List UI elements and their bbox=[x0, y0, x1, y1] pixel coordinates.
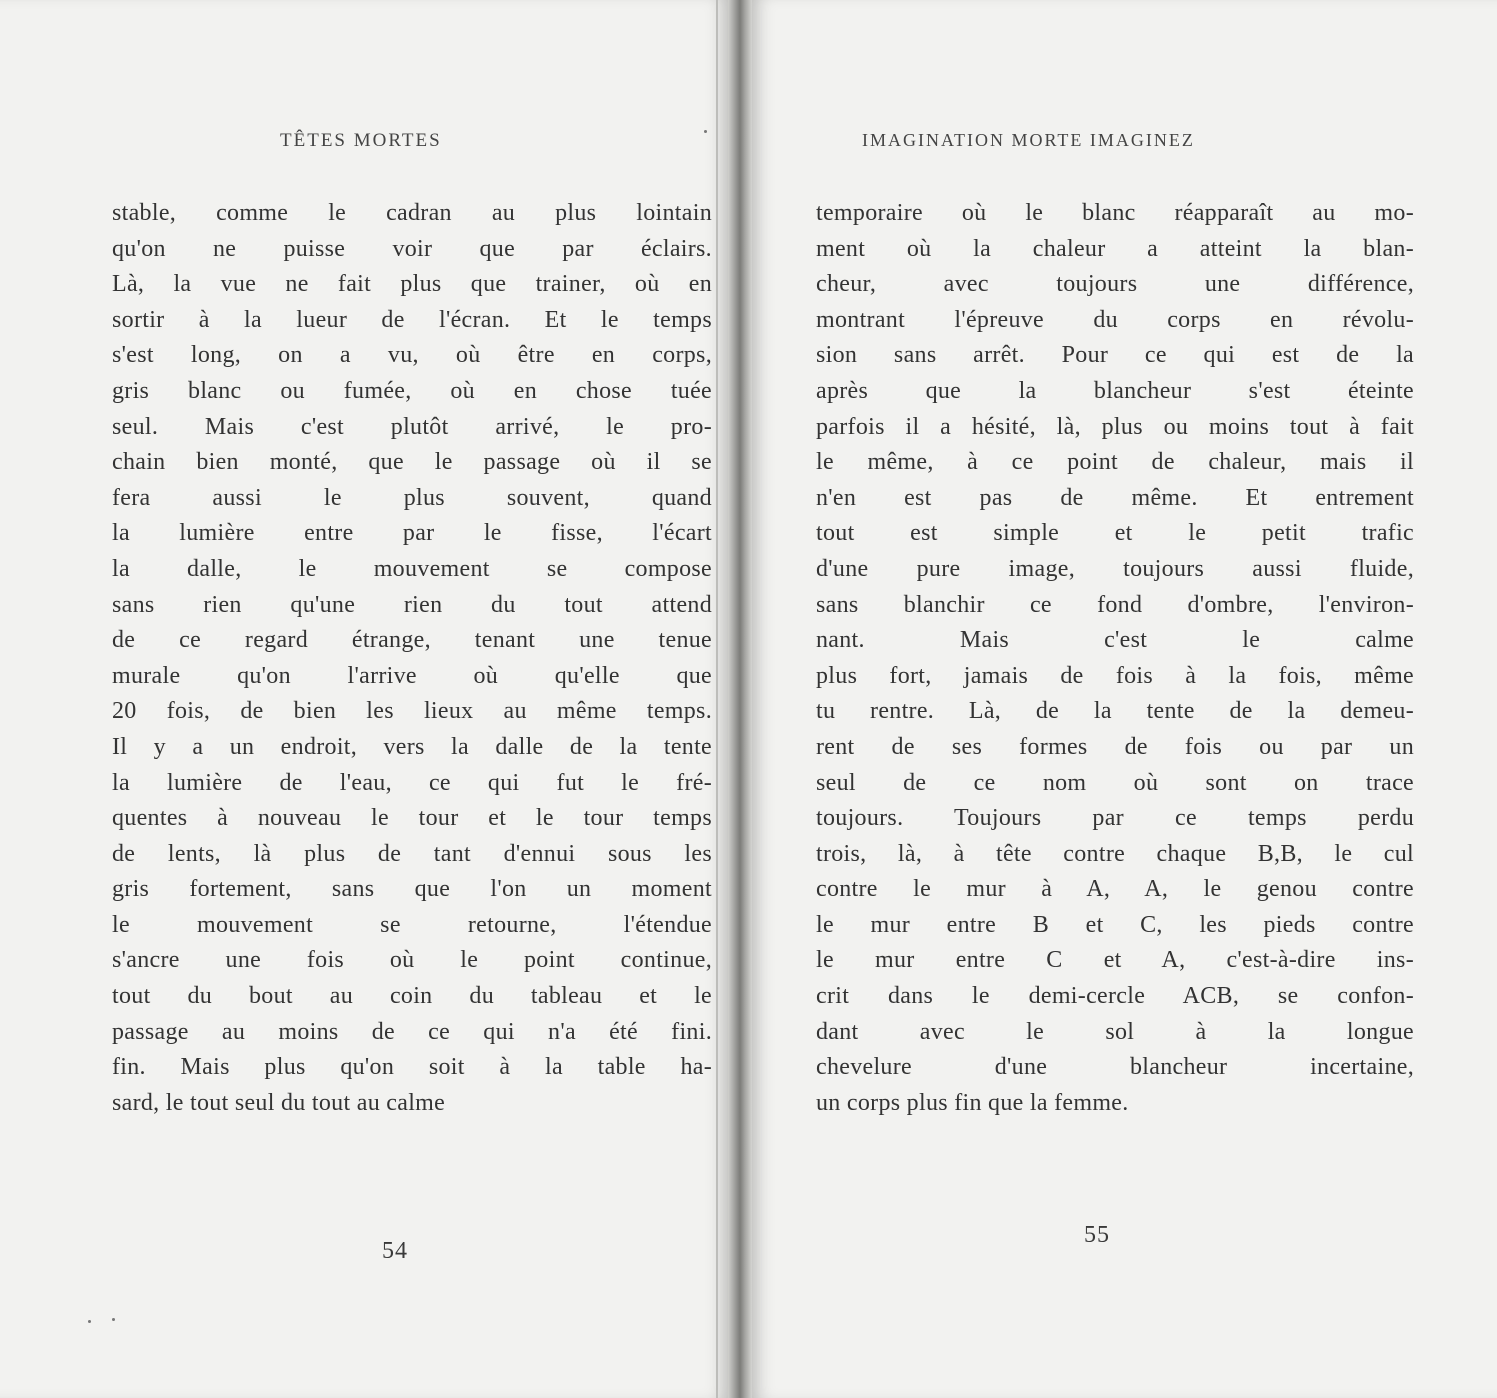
paper-speck bbox=[112, 1318, 115, 1321]
text-line: fin. Mais plus qu'on soit à la table ha- bbox=[112, 1054, 712, 1081]
text-line: Là, la vue ne fait plus que trainer, où en bbox=[112, 271, 712, 298]
text-line: après que la blancheur s'est éteinte bbox=[816, 377, 1414, 404]
text-line: s'ancre une fois où le point continue, bbox=[112, 947, 712, 974]
book-gutter bbox=[728, 0, 752, 1398]
right-text-block bbox=[816, 196, 1414, 1121]
left-text-block bbox=[112, 196, 712, 1121]
running-head-left: TÊTES MORTES bbox=[280, 130, 442, 151]
text-line: montrant l'épreuve du corps en révolu- bbox=[816, 306, 1414, 333]
text-line: la lumière entre par le fisse, l'écart bbox=[112, 520, 712, 547]
text-line: n'en est pas de même. Et entrement bbox=[816, 484, 1414, 511]
page-number-left: 54 bbox=[382, 1238, 408, 1264]
paper-speck bbox=[88, 1320, 91, 1323]
text-line: contre le mur à A, A, le genou contre bbox=[816, 876, 1414, 903]
text-line: rent de ses formes de fois ou par un bbox=[816, 733, 1414, 760]
text-line: fera aussi le plus souvent, quand bbox=[112, 484, 712, 511]
text-line: de lents, là plus de tant d'ennui sous les bbox=[112, 840, 712, 867]
running-head-right: IMAGINATION MORTE IMAGINEZ bbox=[862, 130, 1195, 150]
text-line: gris fortement, sans que l'on un moment bbox=[112, 876, 712, 903]
text-line: le mur entre C et A, c'est-à-dire ins- bbox=[816, 947, 1414, 974]
page-edge bbox=[716, 0, 718, 1398]
text-line: nant. Mais c'est le calme bbox=[816, 627, 1414, 654]
text-line: sans rien qu'une rien du tout attend bbox=[112, 591, 712, 618]
text-line: dant avec le sol à la longue bbox=[816, 1018, 1414, 1045]
text-line: un corps plus fin que la femme. bbox=[816, 1089, 1129, 1116]
text-line: sans blanchir ce fond d'ombre, l'environ- bbox=[816, 591, 1414, 618]
text-line: 20 fois, de bien les lieux au même temps. bbox=[112, 698, 712, 725]
text-line: ment où la chaleur a atteint la blan- bbox=[816, 235, 1414, 262]
text-line: le mur entre B et C, les pieds contre bbox=[816, 911, 1414, 938]
text-line: cheur, avec toujours une différence, bbox=[816, 271, 1414, 298]
text-line: la lumière de l'eau, ce qui fut le fré- bbox=[112, 769, 712, 796]
text-line: toujours. Toujours par ce temps perdu bbox=[816, 805, 1414, 832]
right-page bbox=[752, 0, 1497, 1398]
text-line: trois, là, à tête contre chaque B,B, le cul bbox=[816, 840, 1414, 867]
text-line: chain bien monté, que le passage où il se bbox=[112, 449, 712, 476]
text-line: tout est simple et le petit trafic bbox=[816, 520, 1414, 547]
page-number-right: 55 bbox=[1084, 1222, 1110, 1248]
text-line: d'une pure image, toujours aussi fluide, bbox=[816, 555, 1414, 582]
text-line: chevelure d'une blancheur incertaine, bbox=[816, 1054, 1414, 1081]
text-line: plus fort, jamais de fois à la fois, même bbox=[816, 662, 1414, 689]
text-line: quentes à nouveau le tour et le tour temps bbox=[112, 805, 712, 832]
text-line: de ce regard étrange, tenant une tenue bbox=[112, 627, 712, 654]
paper-speck bbox=[704, 130, 707, 133]
text-line: stable, comme le cadran au plus lointain bbox=[112, 200, 712, 226]
text-line: sard, le tout seul du tout au calme bbox=[112, 1089, 446, 1116]
text-line: qu'on ne puisse voir que par éclairs. bbox=[112, 235, 712, 262]
text-line: tu rentre. Là, de la tente de la demeu- bbox=[816, 698, 1414, 725]
text-line: sortir à la lueur de l'écran. Et le temps bbox=[112, 306, 712, 333]
text-line: seul de ce nom où sont on trace bbox=[816, 769, 1414, 796]
text-line: le mouvement se retourne, l'étendue bbox=[112, 911, 712, 938]
text-line: passage au moins de ce qui n'a été fini. bbox=[112, 1018, 712, 1045]
text-line: la dalle, le mouvement se compose bbox=[112, 555, 712, 582]
text-line: seul. Mais c'est plutôt arrivé, le pro- bbox=[112, 413, 712, 440]
left-page bbox=[0, 0, 728, 1398]
text-line: Il y a un endroit, vers la dalle de la tente bbox=[112, 733, 712, 760]
text-line: crit dans le demi-cercle ACB, se confon- bbox=[816, 983, 1414, 1010]
text-line: murale qu'on l'arrive où qu'elle que bbox=[112, 662, 712, 689]
text-line: temporaire où le blanc réapparaît au mo- bbox=[816, 200, 1414, 226]
text-line: s'est long, on a vu, où être en corps, bbox=[112, 342, 712, 369]
text-line: parfois il a hésité, là, plus ou moins tout à fait bbox=[816, 413, 1414, 440]
text-line: tout du bout au coin du tableau et le bbox=[112, 983, 712, 1010]
text-line: gris blanc ou fumée, où en chose tuée bbox=[112, 377, 712, 404]
text-line: le même, à ce point de chaleur, mais il bbox=[816, 449, 1414, 476]
text-line: sion sans arrêt. Pour ce qui est de la bbox=[816, 342, 1414, 369]
